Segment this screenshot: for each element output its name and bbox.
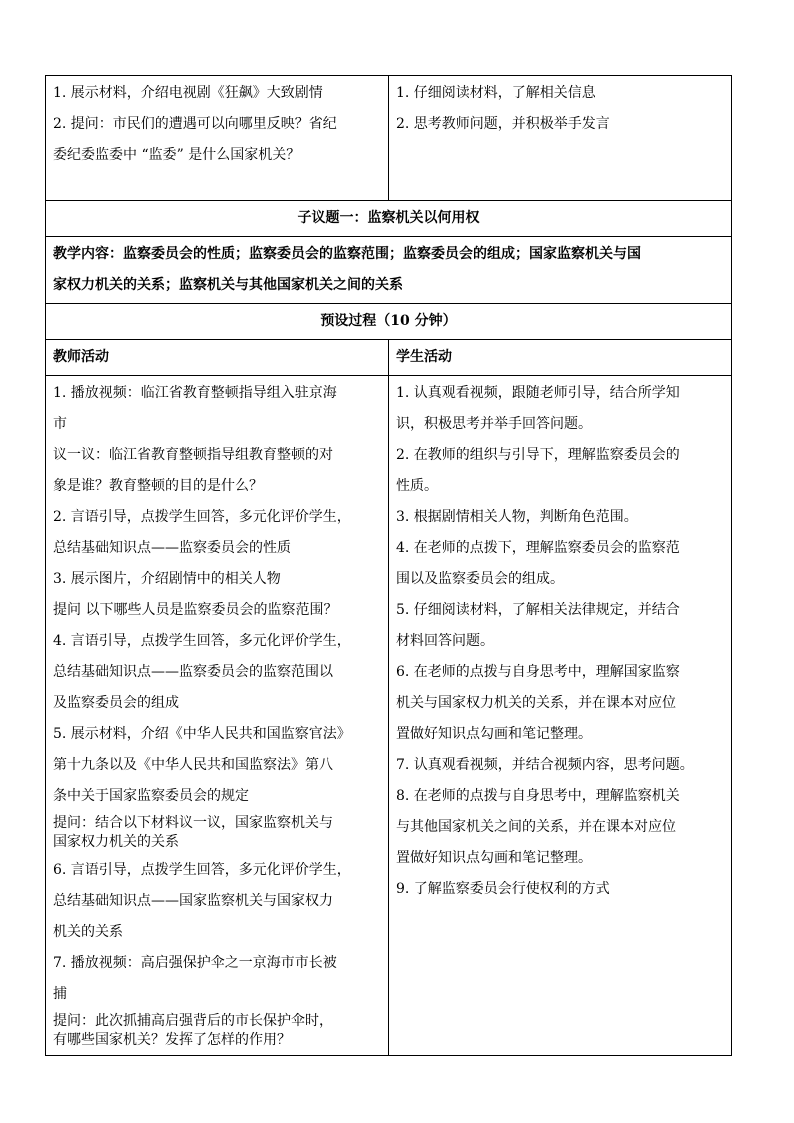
student-line: 5. 仔细阅读材料，了解相关法律规定，并结合: [396, 602, 680, 618]
intro-student-line: 1. 仔细阅读材料，了解相关信息: [396, 85, 596, 101]
teacher-line: 国家权力机关的关系: [53, 834, 179, 850]
teacher-line: 条中关于国家监察委员会的规定: [53, 788, 249, 804]
process-row: [46, 304, 732, 340]
student-line: 7. 认真观看视频，并结合视频内容，思考问题。: [396, 757, 694, 773]
content-row: [46, 237, 732, 304]
student-line: 性质。: [396, 478, 438, 494]
teaching-content-line: 教学内容：监察委员会的性质；监察委员会的监察范围；监察委员会的组成；国家监察机关与国: [53, 246, 641, 262]
intro-teacher-line: 1. 展示材料，介绍电视剧《狂飙》大致剧情: [53, 85, 323, 101]
teacher-line: 提问 以下哪些人员是监察委员会的监察范围？: [53, 602, 338, 618]
activity-row: [46, 376, 732, 1056]
student-line: 2. 在教师的组织与引导下，理解监察委员会的: [396, 447, 680, 463]
topic-title: 子议题一：监察机关以何用权: [46, 201, 732, 237]
teacher-line: 总结基础知识点——监察委员会的性质: [53, 540, 291, 556]
student-line: 4. 在老师的点拨下，理解监察委员会的监察范: [396, 540, 680, 556]
teacher-activity-cell: [46, 376, 389, 1056]
teacher-line: 有哪些国家机关？发挥了怎样的作用？: [53, 1032, 291, 1048]
teacher-line: 总结基础知识点——国家监察机关与国家权力: [53, 893, 333, 909]
intro-student-line: 2. 思考教师问题，并积极举手发言: [396, 116, 610, 132]
teacher-line: 机关的关系: [53, 924, 123, 940]
teacher-line: 4. 言语引导，点拨学生回答，多元化评价学生，: [53, 633, 351, 649]
teacher-line: 提问：结合以下材料议一议，国家监察机关与: [53, 815, 333, 831]
student-line: 识，积极思考并举手回答问题。: [396, 416, 592, 432]
teacher-line: 及监察委员会的组成: [53, 695, 179, 711]
teacher-line: 3. 展示图片，介绍剧情中的相关人物: [53, 571, 281, 587]
student-line: 与其他国家机关之间的关系，并在课本对应位: [396, 819, 676, 835]
student-line: 机关与国家权力机关的关系，并在课本对应位: [396, 695, 676, 711]
student-line: 围以及监察委员会的组成。: [396, 571, 564, 587]
student-activity-cell: [389, 376, 732, 1056]
student-line: 6. 在老师的点拨与自身思考中，理解国家监察: [396, 664, 680, 680]
teacher-line: 1. 播放视频：临江省教育整顿指导组入驻京海: [53, 385, 337, 401]
teacher-line: 7. 播放视频：高启强保护伞之一京海市市长被: [53, 955, 337, 971]
intro-row: [46, 76, 732, 201]
process-title: 预设过程（10 分钟）: [46, 304, 732, 340]
teaching-content-line: 家权力机关的关系；监察机关与其他国家机关之间的关系: [53, 277, 403, 293]
teaching-content-cell: [46, 237, 732, 304]
intro-teacher-line: 委纪委监委中 “监委” 是什么国家机关？: [53, 147, 301, 163]
lesson-plan-table: [45, 75, 732, 1056]
student-line: 材料回答问题。: [396, 633, 494, 649]
student-line: 8. 在老师的点拨与自身思考中，理解监察机关: [396, 788, 680, 804]
teacher-line: 第十九条以及《中华人民共和国监察法》第八: [53, 757, 333, 773]
teacher-line: 提问：此次抓捕高启强背后的市长保护伞时，: [53, 1013, 333, 1029]
student-line: 3. 根据剧情相关人物，判断角色范围。: [396, 509, 638, 525]
student-activity-header: 学生活动: [389, 340, 732, 376]
topic-row: [46, 201, 732, 237]
header-row: [46, 340, 732, 376]
student-line: 置做好知识点勾画和笔记整理。: [396, 850, 592, 866]
teacher-line: 市: [53, 416, 67, 432]
teacher-question-block: [53, 812, 381, 855]
teacher-question-block: [53, 1010, 381, 1053]
student-line: 1. 认真观看视频，跟随老师引导，结合所学知: [396, 385, 680, 401]
teacher-line: 总结基础知识点——监察委员会的监察范围以: [53, 664, 333, 680]
teacher-line: 议一议：临江省教育整顿指导组教育整顿的对: [53, 447, 333, 463]
teacher-line: 捕: [53, 986, 67, 1002]
teacher-line: 2. 言语引导，点拨学生回答，多元化评价学生，: [53, 509, 351, 525]
teacher-line: 6. 言语引导，点拨学生回答，多元化评价学生，: [53, 862, 351, 878]
intro-teacher-cell: [46, 76, 389, 201]
teacher-line: 5. 展示材料，介绍《中华人民共和国监察官法》: [53, 726, 351, 742]
teacher-line: 象是谁？教育整顿的目的是什么？: [53, 478, 263, 494]
intro-teacher-line: 2. 提问：市民们的遭遇可以向哪里反映？省纪: [53, 116, 337, 132]
intro-student-cell: [389, 76, 732, 201]
teacher-activity-header: 教师活动: [46, 340, 389, 376]
student-line: 9. 了解监察委员会行使权利的方式: [396, 881, 610, 897]
student-line: 置做好知识点勾画和笔记整理。: [396, 726, 592, 742]
